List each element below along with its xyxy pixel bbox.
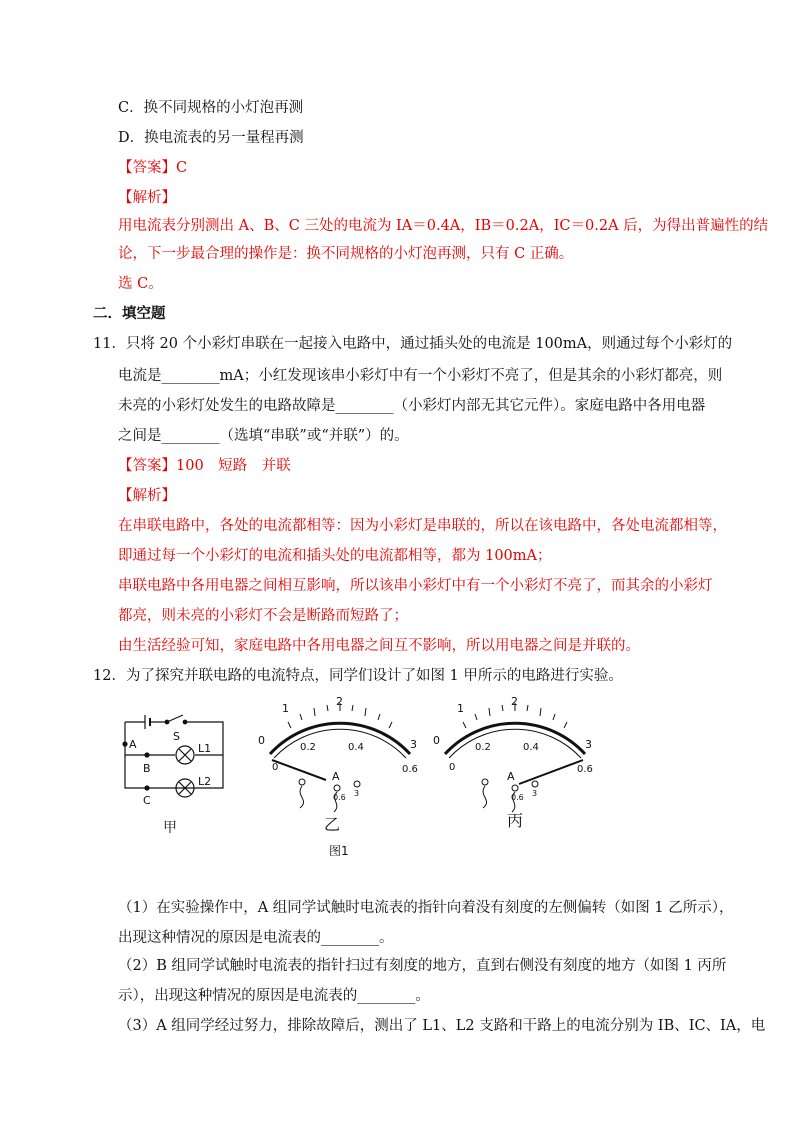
q11-analysis-label: 【解析】 [118,488,176,504]
circuit-caption: 甲 [163,820,177,836]
meter-bing-terminal-3-label: 3 [532,789,538,798]
switch-pivot [165,720,169,724]
lamp-l1-label: L1 [198,742,212,755]
figure-caption: 图1 [329,844,349,858]
q10-analysis-line-1: 用电流表分别测出 A、B、C 三处的电流为 IA＝0.4A，IB＝0.2A，IC＝0.2A 后，为得出普遍性的结 [118,218,769,234]
meter-bing-terminal-3 [532,781,538,787]
circuit-labels [129,730,211,836]
meter-yi-tick-1: 1 [282,702,289,715]
q10-answer: 【答案】C [118,160,188,176]
q11-analysis-line-2: 即通过每一个小彩灯的电流和插头处的电流都相等，都为 100mA； [118,548,552,564]
node-a [123,742,127,746]
point-c-label: C [143,794,151,807]
q12-line-1: 12．为了探究并联电路的电流特点，同学们设计了如图 1 甲所示的电路进行实验。 [93,668,623,684]
meter-yi-tick-2: 2 [336,695,343,708]
ammeter-bing [433,695,593,830]
q11-line-2: 电流是________mA；小红发现该串小彩灯中有一个小彩灯不亮了，但是其余的小彩灯都亮，则 [118,368,723,384]
meter-yi-inner-02: 0.2 [300,742,316,753]
node-c [145,786,149,790]
meter-yi-terminal-06-label: 0.6 [333,793,346,802]
meter-bing-zero-outer: 0 [433,734,440,747]
meter-bing-inner-06: 0.6 [577,764,593,775]
q11-answer: 【答案】100 短路 并联 [118,458,291,474]
point-a-label: A [129,738,137,751]
section-heading: 二．填空题 [93,305,166,322]
meter-bing-tick-3: 3 [585,738,592,751]
q10-analysis-label: 【解析】 [118,190,176,206]
meter-bing-terminal-06 [512,785,518,791]
lamp-l2-label: L2 [198,775,212,788]
q10-analysis-line-3: 选 C。 [118,276,163,292]
point-b-label: B [143,762,151,775]
figure-1 [105,695,625,875]
meter-yi-terminal-neg [299,779,305,785]
meter-yi-tick-3: 3 [410,738,417,751]
q12-part1-line-2: 出现这种情况的原因是电流表的________。 [118,930,394,946]
meter-bing-caption: 丙 [507,811,524,830]
q12-part1-line-1: （1）在实验操作中，A 组同学试触时电流表的指针向着没有刻度的左侧偏转（如图 1 乙所示）， [118,900,734,916]
switch-label: S [173,730,180,743]
meter-yi-unit: A [332,770,340,783]
meter-yi-pointer [272,760,326,780]
meter-bing-zero-inner: 0 [449,762,456,773]
meter-yi-zero-inner: 0 [272,762,279,773]
q11-line-1: 11．只将 20 个小彩灯串联在一起接入电路中，通过插头处的电流是 100mA，则通过每个小彩灯的 [93,336,733,352]
meter-bing-inner-02: 0.2 [475,742,491,753]
meter-yi-zero-outer: 0 [258,734,265,747]
figure-1-svg [105,695,625,875]
meter-bing-unit: A [507,770,515,783]
q11-line-3: 未亮的小彩灯处发生的电路故障是________（小彩灯内部无其它元件）。家庭电路中各用电器 [118,398,706,414]
q11-line-4: 之间是________（选填“串联”或“并联”）的。 [118,428,409,444]
meter-bing-terminal-neg [482,779,488,785]
meter-bing-tick-2: 2 [511,695,518,708]
meter-bing-wire-left [483,786,487,808]
meter-bing-inner-04: 0.4 [523,742,539,753]
meter-bing-tick-1: 1 [457,702,464,715]
q11-analysis-line-3: 串联电路中各用电器之间相互影响，所以该串小彩灯中有一个小彩灯不亮了，而其余的小彩灯 [118,578,713,594]
switch-contact [183,720,187,724]
q11-analysis-line-1: 在串联电路中，各处的电流都相等：因为小彩灯是串联的，所以在该电路中，各处电流都相等， [118,518,727,534]
q11-analysis-line-5: 由生活经验可知，家庭电路中各用电器之间互不影响，所以用电器之间是并联的。 [118,638,640,654]
meter-yi-inner-04: 0.4 [348,742,364,753]
meter-bing-terminal-06-label: 0.6 [511,793,524,802]
meter-yi-terminal-06 [334,785,340,791]
meter-yi-terminal-3-label: 3 [354,789,360,798]
q12-part3-line-1: （3）A 组同学经过努力，排除故障后，测出了 L1、L2 支路和干路上的电流分别为 IB、IC、IA，电 [118,1018,766,1034]
q12-part2-line-1: （2）B 组同学试触时电流表的指针扫过有刻度的地方，直到右侧没有刻度的地方（如图 1 丙所 [118,958,727,974]
meter-yi-caption: 乙 [324,815,341,834]
meter-yi-terminal-3 [354,781,360,787]
switch-lever [167,715,183,722]
meter-yi-wire-left [300,786,304,808]
q12-part2-line-2: 示），出现这种情况的原因是电流表的________。 [118,988,430,1004]
option-d: D．换电流表的另一量程再测 [118,130,304,146]
q11-analysis-line-4: 都亮，则未亮的小彩灯不会是断路而短路了； [118,608,408,624]
q10-analysis-line-2: 论，下一步最合理的操作是：换不同规格的小灯泡再测，只有 C 正确。 [118,246,574,262]
meter-yi-inner-06: 0.6 [402,764,418,775]
meter-bing-pointer [519,760,583,784]
node-b [145,753,149,757]
ammeter-yi [258,695,418,834]
option-c: C．换不同规格的小灯泡再测 [118,100,304,116]
